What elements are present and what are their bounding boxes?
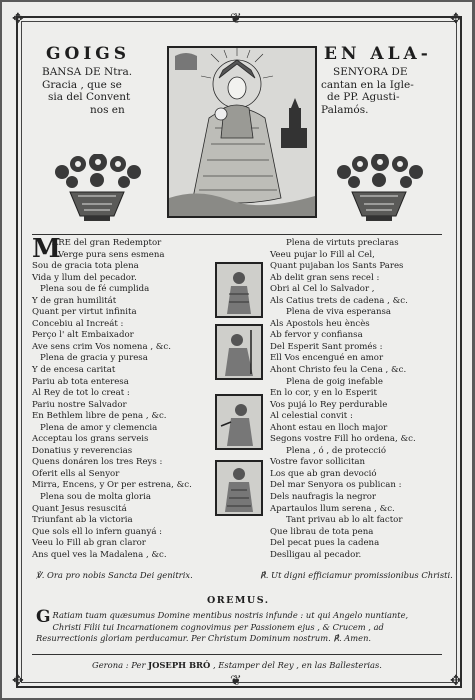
- divider: [32, 654, 442, 655]
- title-right-block: SENYORA DE cantan en la Igle- de PP. Agusti- Palamós.: [321, 66, 414, 116]
- response-text: ℟. Ut digni efficiamur promissionibus Christi.: [260, 570, 453, 580]
- saint-vignette-1-image: [215, 262, 263, 318]
- border-ornament-icon: ❦: [230, 11, 242, 27]
- corner-ornament-icon: ✥: [450, 11, 462, 27]
- title-right-word: EN ALA-: [324, 44, 432, 64]
- title-left-block: BANSA DE Ntra. Gracia , que se sia del Convent nos en: [42, 66, 133, 116]
- corner-ornament-icon: ✥: [12, 673, 24, 689]
- flower-basket-left-image: [48, 154, 146, 228]
- prayer-text: G Ratiam tuam quæsumus Domine mentibus nostris infunde : ut qui Angelo nuntiante, Christi Filii tui Incarnationem cognovimus per Passionem ejus , & Crucem , ad Resurrectionis gloriam perducamur. Per Christum Dominum nostrum. ℟. Amen.: [36, 607, 409, 643]
- saint-vignette-2-image: [215, 324, 263, 380]
- saint-vignette-3-image: [215, 394, 263, 450]
- drop-cap-m: M: [32, 234, 61, 264]
- corner-ornament-icon: ✥: [12, 11, 24, 27]
- saint-vignette-4-image: [215, 460, 263, 516]
- drop-cap-g: G: [36, 607, 51, 627]
- corner-ornament-icon: ✥: [450, 673, 462, 689]
- verses-right-column: Plena de virtuts preclaras Veeu pujar lo Fill al Cel, Quant pujaban los Sants Pares Ab delit gran sens recel : Obri al Cel lo Salvador , Als Catius trets de cadena , &c. Plena de viva esperansa Als Apostols heu èncès Ab fervor y confiansa Del Esperit Sant promés : Ell Vos encengué en amor Ahont Christo feu la Cena , &c. Plena de goig inefable En lo cor, y en lo Esperit Vos pujá lo Rey perdurable Al celestial convit : Ahont estau en lloch major Segons vostre Fill ho ordena, &c. Plena , ó , de protecció Vostre favor sollicitan Los que ab gran devoció Del mar Senyora os publican : Dels naufragis la negror Apartaulos llum serena , &c. Tant privau ab lo alt factor Que librau de tota pena Del pecat pues la cadena Deslligau al pecador.: [270, 238, 416, 560]
- broadside-sheet: [2, 2, 472, 698]
- verses-left-column: ARE del gran Redemptor Verge pura sens esmena Sou de gracia tota plena Vida y llum del pecador. Plena sou de fé cumplida Y de gran humilitát Quant per virtut infinita Concebiu al Increát : Perço l' alt Embaixador Ave sens crim Vos nomena , &c. Plena de gracia y puresa Y de encesa caritat Pariu ab tota enteresa Al Rey de tot lo creat : Pariu nostre Salvador En Bethlem libre de pena , &c. Plena de amor y clemencia Acceptau los grans serveis Donatius y reverencias Quens donáren los tres Reys : Oferit ells al Senyor Mirra, Encens, y Or per estrena, &c. Plena sou de molta gloria Quant Jesus resuscitá Triunfant ab la victoria Que sols ell lo infern guanyá : Veeu lo Fill ab gran claror Ans quel ves la Madalena , &c.: [32, 238, 192, 560]
- oremus-heading: OREMUS.: [207, 595, 270, 606]
- divider: [32, 234, 442, 235]
- title-left-word: GOIGS: [46, 44, 131, 64]
- printer-imprint: Gerona : Per JOSEPH BRÓ , Estamper del Rey , en las Ballesterias.: [92, 660, 382, 670]
- border-ornament-icon: ❦: [230, 673, 242, 689]
- flower-basket-right-image: [330, 154, 428, 228]
- versicle-text: ℣. Ora pro nobis Sancta Dei genitrix.: [36, 570, 193, 580]
- virgin-woodcut-image: [167, 46, 317, 218]
